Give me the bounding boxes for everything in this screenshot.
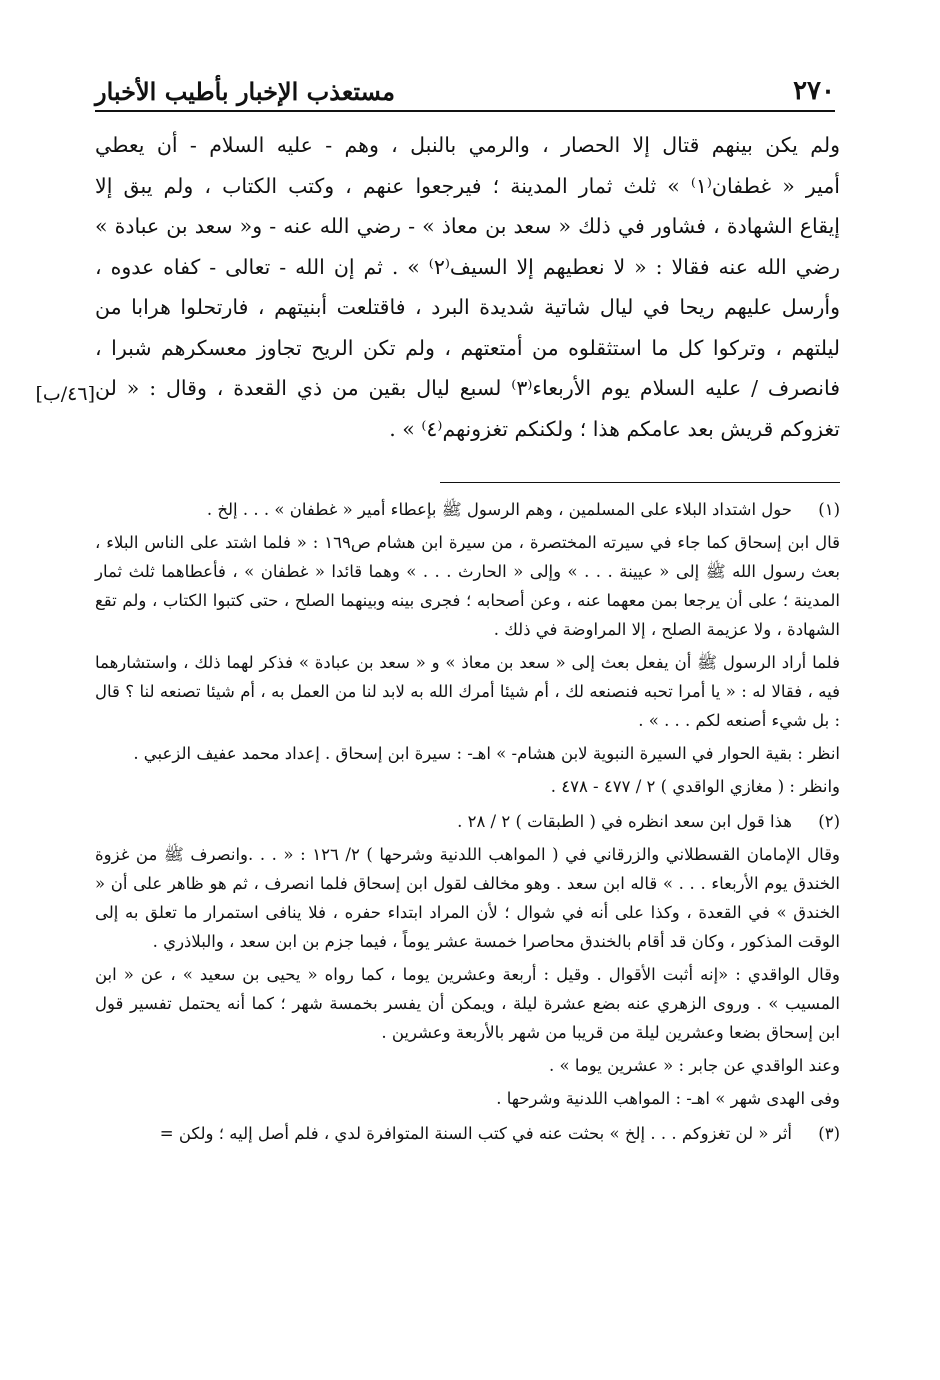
main-line: إيقاع الشهادة ، فشاور في ذلك « سعد بن معاذ » - رضي الله عنه - و« سعد بن عبادة »	[95, 214, 840, 238]
footnote-paragraph: هذا قول ابن سعد انظره في ( الطبقات ) ٢ / ٢٨ .	[457, 812, 792, 831]
main-line: أمير « غطفان⁽١⁾ » ثلث ثمار المدينة ؛ فيرجعوا عنهم ، وكتب الكتاب ، ولم يبق إلا	[95, 173, 840, 198]
footnote-paragraph: انظر : بقية الحوار في السيرة النبوية لابن هشام- » اهـ- : سيرة ابن إسحاق . إعداد محمد عفيف الزعبي .	[133, 744, 840, 763]
main-line: فانصرف / عليه السلام يوم الأربعاء⁽٣⁾ لسبع ليال بقين من ذي القعدة ، وقال : « لن	[95, 376, 840, 400]
header-rule	[95, 110, 835, 112]
main-line: ليلتهم ، وتركوا كل ما استثقلوه من أمتعتهم ، ولم تكن الريح تجاوز معسكرهم شبرا ،	[95, 335, 840, 360]
page-number: ٢٧٠	[793, 76, 835, 106]
footnote-number: (١)	[818, 500, 840, 519]
main-text	[95, 125, 840, 449]
footnote-paragraph: أثر « لن تغزوكم . . . إلخ » بحثت عنه في كتب السنة المتوافرة لدي ، فلم أصل إليه ؛ ولكن =	[159, 1124, 792, 1143]
footnote-number: (٣)	[818, 1124, 840, 1143]
footnote-paragraph: وعند الواقدي عن جابر : « عشرين يوما » .	[549, 1056, 840, 1075]
footnote-paragraph: قال ابن إسحاق كما جاء في سيرته المختصرة ، من سيرة ابن هشام ص١٦٩ : « فلما اشتد على الناس البلاء ، بعث رسول الله ﷺ إلى « عيينة . . . » وإلى « الحارث . . . » وهما قائدا « غطفان » ، فأعطاهما ثلث ثمار المدينة ؛ على أن يرجعا بمن معهما عنه ، وعن أصحابه ؛ فجرى بينه وبينهما الصلح ، حتى كتبوا الكتاب ، ولم تقع الشهادة ، ولا عزيمة الصلح ، إلا المراوضة في ذلك .	[95, 533, 840, 639]
footnotes	[95, 495, 840, 1154]
running-title: مستعذب الإخبار بأطيب الأخبار	[95, 77, 395, 106]
footnote-paragraph: فلما أراد الرسول ﷺ أن يفعل بعث إلى « سعد بن معاذ » و « سعد بن عبادة » فذكر لهما ذلك ، واستشارهما فيه ، فقالا له : « يا أمرا تحبه فنصنعه لك ، أم شيئا أمرك الله به لابد لنا من العمل به ، أم شيئا تصنعه لنا ؟ قال : بل شيء أصنعه لكم . . . » .	[95, 653, 840, 730]
manuscript-folio-marker: [٤٦/ب]	[35, 383, 95, 405]
footnote-paragraph: وانظر : ( مغازي الواقدي ) ٢ / ٤٧٧ - ٤٧٨ .	[550, 777, 840, 796]
footnote-1	[95, 495, 840, 805]
footnote-paragraph: وقال الواقدي : «إنه أثبت الأقوال . وقيل : أربعة وعشرين يوما ، كما رواه « يحيى بن سعيد » ، عن « ابن المسيب » . وروى الزهري عنه بضع عشرة ليلة ، ويمكن أن يفسر بخمسة شهر ؛ كما أنه يحتمل تفسير قول ابن إسحاق بضعا وعشرين ليلة من قريبا من شهر بالأربعة وعشرين .	[95, 965, 840, 1042]
main-line: تغزوكم قريش بعد عامكم هذا ؛ ولكنكم تغزونهم⁽٤⁾ » .	[389, 416, 840, 441]
footnote-3	[95, 1119, 840, 1152]
footnote-paragraph: وقال الإمامان القسطلاني والزرقاني في ( المواهب اللدنية وشرحها ) ٢/ ١٢٦ : « . . .وانصرف ﷺ من غزوة الخندق يوم الأربعاء . . . » قاله ابن سعد . وهو مخالف لقول ابن إسحاق فلما انصرف ، ثم هو ظاهر على أن « الخندق » في القعدة ، وكذا على أنه في شوال ؛ لأن المراد ابتداء حفره ، فلا ينافى استمرار ما تعلق به إلى الوقت المذكور ، وكان قد أقام بالخندق محاصرا خمسة عشر يوماً ، فيما جزم بن ابن سعد ، والبلاذري .	[95, 845, 840, 951]
footnote-number: (٢)	[818, 812, 840, 831]
footnote-separator	[440, 482, 840, 483]
main-line: ولم يكن بينهم قتال إلا الحصار ، والرمي بالنبل ، وهم - عليه السلام - أن يعطي	[95, 133, 840, 157]
page-header	[95, 62, 835, 106]
footnote-paragraph: وفى الهدى شهر » اهـ- : المواهب اللدنية وشرحها .	[496, 1089, 840, 1108]
main-line: رضي الله عنه فقالا : « لا نعطيهم إلا السيف⁽٢⁾ » . ثم إن الله - تعالى - كفاه عدوه ،	[95, 254, 840, 279]
main-paragraph	[95, 125, 840, 449]
footnote-2	[95, 807, 840, 1117]
footnote-body	[95, 1119, 792, 1152]
main-line: وأرسل عليهم ريحا في ليال شاتية شديدة البرد ، فاقتلعت أبنيتهم ، فارتحلوا هرابا من	[95, 295, 840, 319]
footnote-body	[95, 495, 840, 805]
footnote-body	[95, 807, 840, 1117]
footnote-paragraph: حول اشتداد البلاء على المسلمين ، وهم الرسول ﷺ بإعطاء أمير « غطفان » . . . إلخ .	[206, 500, 792, 519]
